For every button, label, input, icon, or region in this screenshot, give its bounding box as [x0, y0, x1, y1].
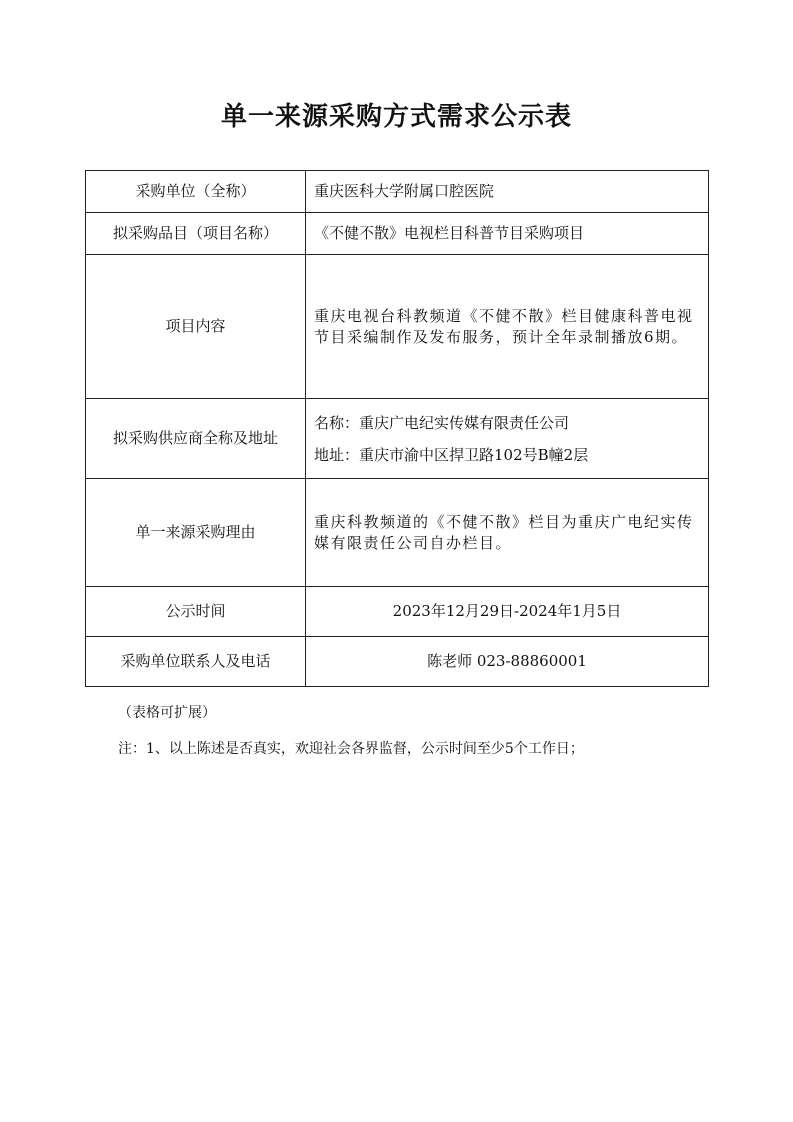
- supplier-name: 名称：重庆广电纪实传媒有限责任公司: [314, 413, 570, 432]
- value-contact: 陈老师 023-88860001: [306, 637, 709, 687]
- table-row: [86, 255, 709, 399]
- table-row: [86, 479, 709, 587]
- table-row: [86, 587, 709, 637]
- label-project-content: 项目内容: [86, 255, 306, 399]
- label-reason: 单一来源采购理由: [86, 479, 306, 587]
- table-note: （表格可扩展）: [118, 705, 216, 721]
- page-title: 单一来源采购方式需求公示表: [220, 102, 572, 132]
- procurement-table: [85, 170, 709, 687]
- label-item-name: 拟采购品目（项目名称）: [86, 213, 306, 255]
- table-row: [86, 171, 709, 213]
- label-purchaser: 采购单位（全称）: [86, 171, 306, 213]
- value-notice-period: 2023年12月29日-2024年1月5日: [306, 587, 709, 637]
- table-row: [86, 399, 709, 479]
- table-row: [86, 213, 709, 255]
- value-item-name: 《不健不散》电视栏目科普节目采购项目: [306, 213, 709, 255]
- table-row: [86, 637, 709, 687]
- label-supplier: 拟采购供应商全称及地址: [86, 399, 306, 479]
- label-contact: 采购单位联系人及电话: [86, 637, 306, 687]
- supplier-address: 地址：重庆市渝中区捍卫路102号B幢2层: [314, 445, 589, 464]
- value-purchaser: 重庆医科大学附属口腔医院: [306, 171, 709, 213]
- label-notice-period: 公示时间: [86, 587, 306, 637]
- value-supplier: [306, 399, 709, 479]
- footnote: 注：1、以上陈述是否真实，欢迎社会各界监督，公示时间至少5个工作日；: [118, 741, 584, 757]
- value-reason: 重庆科教频道的《不健不散》栏目为重庆广电纪实传媒有限责任公司自办栏目。: [306, 479, 709, 587]
- value-project-content: 重庆电视台科教频道《不健不散》栏目健康科普电视节目采编制作及发布服务，预计全年录制播放6期。: [306, 255, 709, 399]
